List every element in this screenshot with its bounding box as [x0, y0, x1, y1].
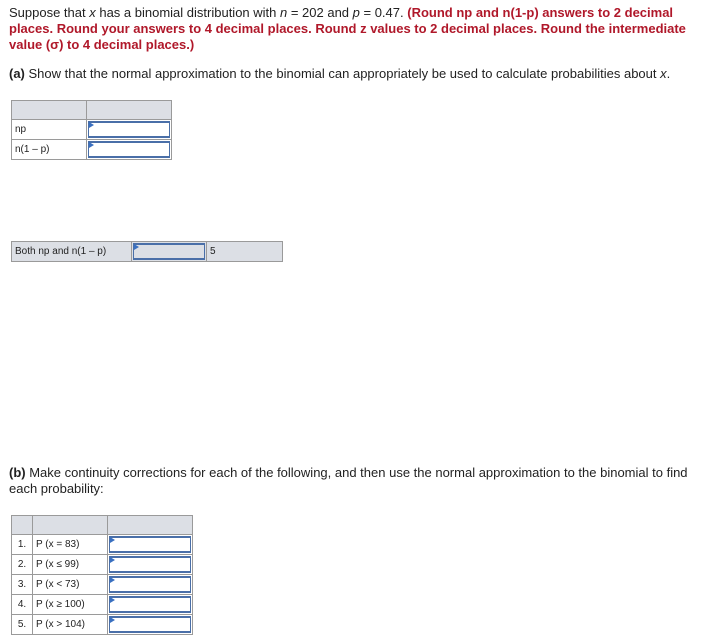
probability-expression: P (x > 104): [33, 615, 108, 635]
comparison-select[interactable]: [132, 242, 207, 262]
both-comparison-table: [11, 241, 283, 262]
table-row: [12, 140, 172, 160]
table-row: [12, 555, 193, 575]
x-variable: x: [89, 5, 96, 20]
part-a-label: (a): [9, 66, 25, 81]
row-number: 5.: [12, 615, 33, 635]
row-number: 3.: [12, 575, 33, 595]
np-input[interactable]: [87, 120, 172, 140]
n-variable: n: [280, 5, 288, 20]
dropdown-marker-icon: [110, 597, 115, 603]
table-row: [12, 595, 193, 615]
dropdown-marker-icon: [110, 617, 115, 623]
header-cell: [12, 101, 87, 120]
row-number: 1.: [12, 535, 33, 555]
part-b-label: (b): [9, 465, 26, 480]
part-a-table: [11, 100, 172, 160]
probability-input[interactable]: [108, 555, 193, 575]
probability-expression: P (x ≥ 100): [33, 595, 108, 615]
dropdown-marker-icon: [89, 122, 94, 128]
dropdown-marker-icon: [110, 537, 115, 543]
probability-input[interactable]: [108, 595, 193, 615]
header-cell: [33, 516, 108, 535]
probability-expression: P (x < 73): [33, 575, 108, 595]
intro-text: Suppose that: [9, 5, 90, 20]
row-number: 2.: [12, 555, 33, 575]
probability-expression: P (x = 83): [33, 535, 108, 555]
n-one-minus-p-input[interactable]: [87, 140, 172, 160]
threshold-value: 5: [207, 242, 283, 262]
dropdown-marker-icon: [110, 557, 115, 563]
table-row: [12, 575, 193, 595]
part-a-x: x: [660, 66, 667, 81]
header-cell: [108, 516, 193, 535]
part-b-table: [11, 515, 193, 635]
p-variable: p: [352, 5, 360, 20]
probability-expression: P (x ≤ 99): [33, 555, 108, 575]
p-value: = 0.47.: [359, 5, 408, 20]
rounding-instructions: (Round np and n(1-p) answers to 2 decimal places. Round your answers to 4 decimal places. Round z values to 2 decimal places. Round the intermediate value (σ) to 4 decimal places.): [9, 5, 686, 52]
header-cell: [87, 101, 172, 120]
part-a-end: .: [666, 66, 671, 81]
table-row: [12, 120, 172, 140]
part-b-text: Make continuity corrections for each of the following, and then use the normal approximation to the binomial to find each probability:: [9, 465, 688, 496]
table-header-row: [12, 101, 172, 120]
n-one-minus-p-label: n(1 – p): [12, 140, 87, 160]
part-a-prompt: [9, 66, 699, 82]
probability-input[interactable]: [108, 535, 193, 555]
probability-input[interactable]: [108, 615, 193, 635]
table-row: [12, 615, 193, 635]
intro-text-2: has a binomial distribution with: [95, 5, 280, 20]
dropdown-marker-icon: [89, 142, 94, 148]
table-row: [12, 242, 283, 262]
table-row: [12, 535, 193, 555]
row-number: 4.: [12, 595, 33, 615]
table-header-row: [12, 516, 193, 535]
n-value: = 202 and: [287, 5, 353, 20]
dropdown-marker-icon: [110, 577, 115, 583]
header-cell: [12, 516, 33, 535]
part-a-text: Show that the normal approximation to the binomial can appropriately be used to calculate probabilities about: [24, 66, 661, 81]
problem-statement: [9, 5, 699, 53]
part-b-prompt: [9, 465, 694, 497]
both-label: Both np and n(1 – p): [12, 242, 132, 262]
np-label: np: [12, 120, 87, 140]
probability-input[interactable]: [108, 575, 193, 595]
dropdown-marker-icon: [134, 244, 139, 250]
